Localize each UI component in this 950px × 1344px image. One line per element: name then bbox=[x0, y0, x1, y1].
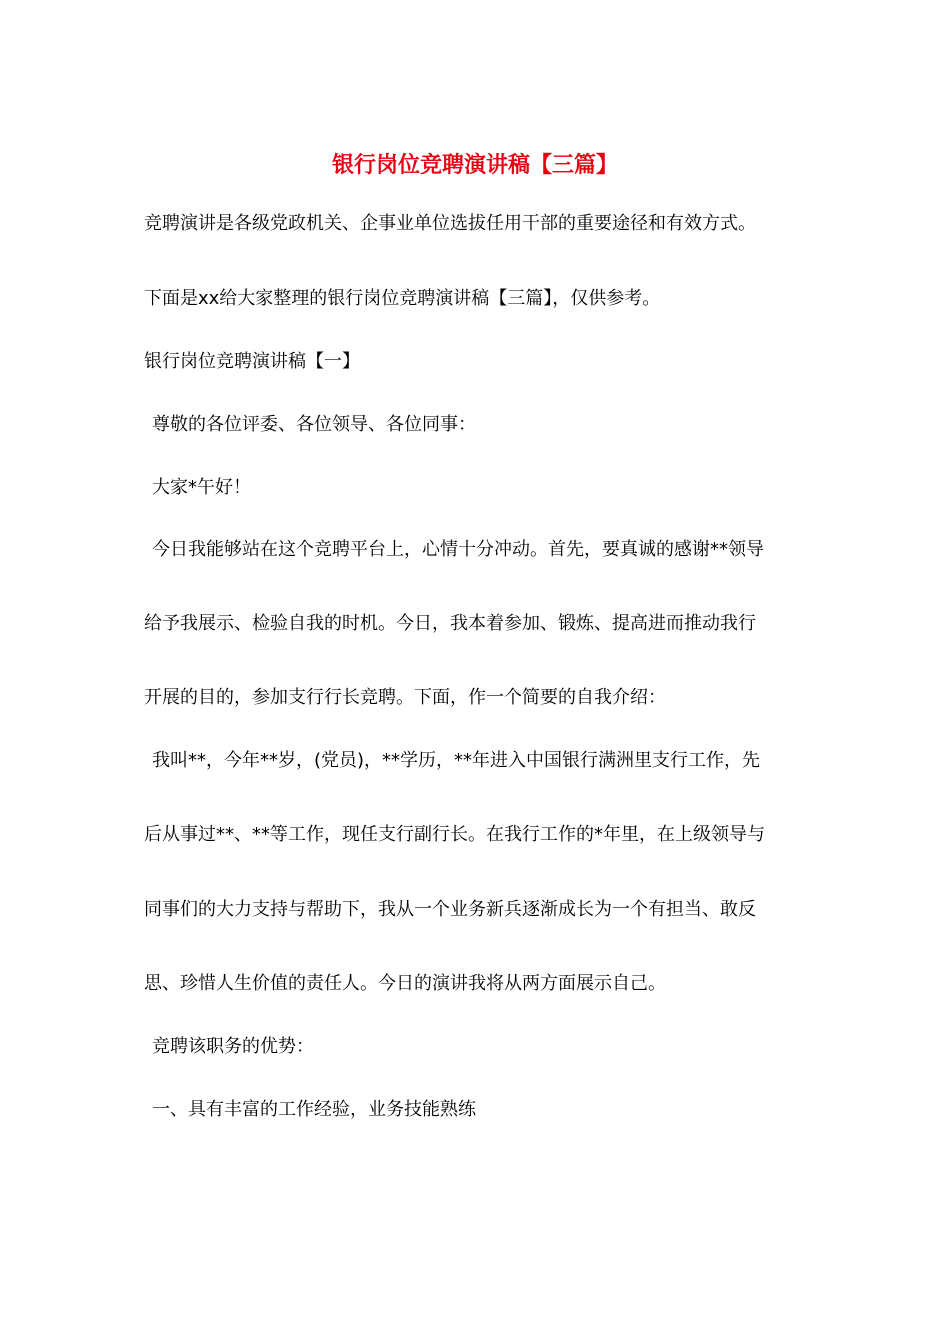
salutation: 尊敬的各位评委、各位领导、各位同事： bbox=[152, 414, 476, 435]
paragraph-intro-2: 下面是xx给大家整理的银行岗位竞聘演讲稿【三篇】，仅供参考。 bbox=[144, 288, 661, 309]
document-title: 银行岗位竞聘演讲稿【三篇】 bbox=[331, 153, 618, 178]
paragraph-line: 后从事过**、**等工作，现任支行副行长。在我行工作的*年里，在上级领导与 bbox=[144, 824, 765, 845]
paragraph-intro: 竞聘演讲是各级党政机关、企事业单位选拔任用干部的重要途径和有效方式。 bbox=[144, 213, 756, 234]
subheading: 竞聘该职务的优势： bbox=[152, 1036, 314, 1057]
paragraph-line: 今日我能够站在这个竞聘平台上，心情十分冲动。首先，要真诚的感谢**领导 bbox=[152, 539, 764, 560]
list-item: 一、具有丰富的工作经验，业务技能熟练 bbox=[152, 1099, 476, 1120]
paragraph-line: 我叫**，今年**岁，(党员)，**学历，**年进入中国银行满洲里支行工作，先 bbox=[152, 750, 761, 771]
paragraph-line: 给予我展示、检验自我的时机。今日，我本着参加、锻炼、提高进而推动我行 bbox=[144, 613, 756, 634]
greeting: 大家*午好！ bbox=[152, 477, 251, 498]
paragraph-line: 思、珍惜人生价值的责任人。今日的演讲我将从两方面展示自己。 bbox=[144, 973, 666, 994]
section-heading: 银行岗位竞聘演讲稿【一】 bbox=[144, 351, 360, 372]
paragraph-line: 同事们的大力支持与帮助下，我从一个业务新兵逐渐成长为一个有担当、敢反 bbox=[144, 899, 756, 920]
paragraph-line: 开展的目的，参加支行行长竞聘。下面，作一个简要的自我介绍： bbox=[144, 687, 666, 708]
